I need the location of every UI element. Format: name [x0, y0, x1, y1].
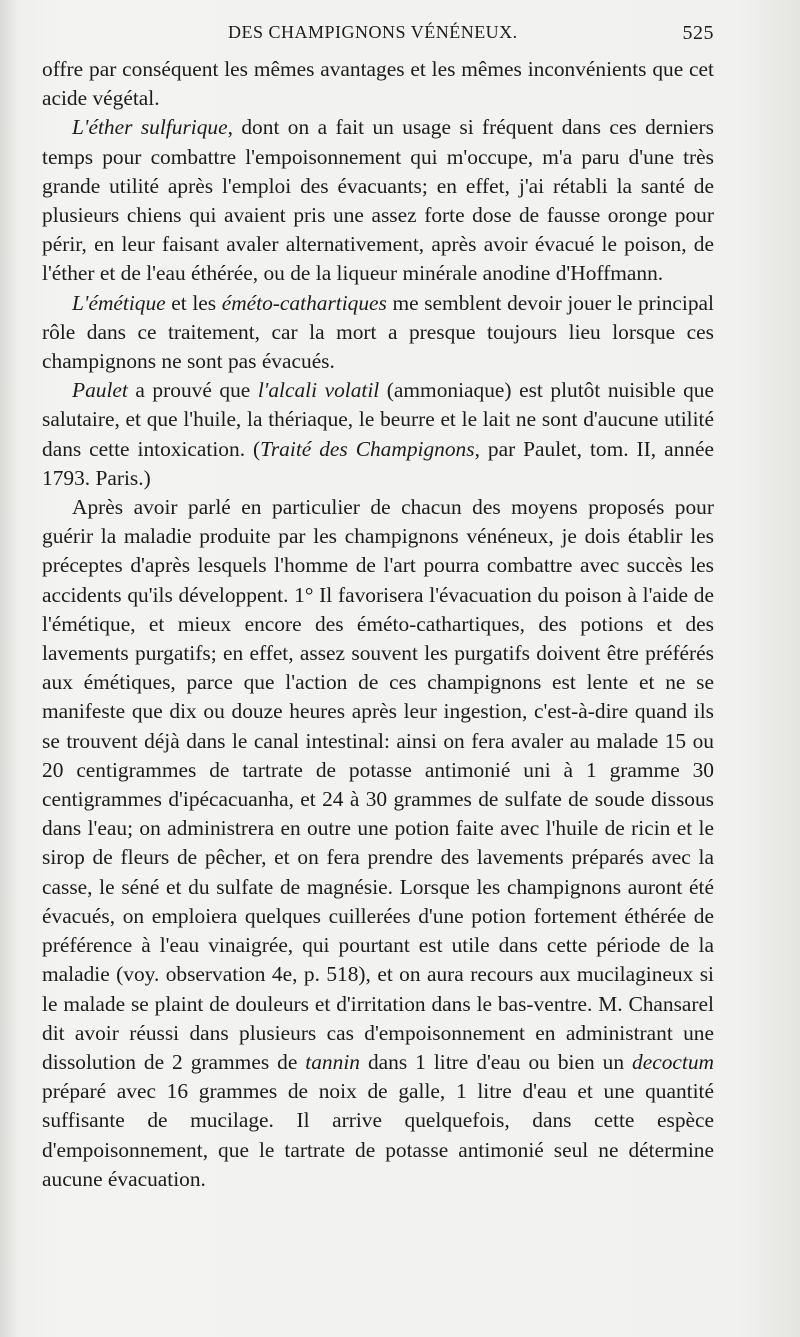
term-tannin: tannin — [305, 1049, 360, 1074]
running-header — [42, 22, 714, 48]
paragraph-4 — [42, 376, 714, 493]
paragraph-3 — [42, 289, 714, 377]
work-title: Traité des Champignons — [260, 436, 475, 461]
paragraph-2-text: , dont on a fait un usage si fréquent dans ces derniers temps pour combattre l'empoisonnement qui m'occupe, m'a paru d'une très grande utilité après l'emploi des évacuants; en effet, j'ai rétabli la santé de plusieurs chiens qui avaient pris une assez forte dose de fausse oronge pour périr, en leur faisant avaler alternativement, après avoir évacué le poison, de l'éther et de l'eau éthérée, ou de la liqueur minérale anodine d'Hoffmann. — [42, 115, 714, 286]
paragraph-5-text-b: dans 1 litre d'eau ou bien un — [359, 1049, 633, 1074]
paragraph-2 — [42, 113, 714, 288]
term-ether-sulfurique: L'éther sulfurique — [72, 115, 228, 140]
page-number: 525 — [682, 22, 714, 44]
paragraph-5-text-a: Après avoir parlé en particulier de chacun des moyens proposés pour guérir la maladie produite par les champignons vénéneux, je dois établir les préceptes d'après lesquels l'homme de l'art pourra combattre avec succès les accidents qu'ils développent. 1° Il favorisera l'évacuation du poison à l'aide de l'émétique, et mieux encore des éméto-cathartiques, des potions et des lavements purgatifs; en effet, assez souvent les purgatifs doivent être préférés aux émétiques, parce que l'action de ces champignons est lente et ne se manifeste que dix ou douze heures après leur ingestion, c'est-à-dire quand ils se trouvent déjà dans le canal intestinal: ainsi on fera avaler au malade 15 ou 20 centigrammes de tartrate de potasse antimonié uni à 1 gramme 30 centigrammes d'ipécacuanha, et 24 à 30 grammes de sulfate de soude dissous dans l'eau; on administrera en outre une potion faite avec l'huile de ricin et le sirop de fleurs de pêcher, et on fera prendre des lavements préparés avec la casse, le séné et du sulfate de magnésie. Lorsque les champignons auront été évacués, on emploiera quelques cuillerées d'une potion fortement éthérée de préférence à l'eau vinaigrée, qui pourtant est utile dans cette période de la maladie (voy. observation 4e, p. 518), et on aura recours aux mucilagineux si le malade se plaint de douleurs et d'irritation dans le bas-ventre. M. Chansarel dit avoir réussi dans plusieurs cas d'empoisonnement en administrant une dissolution de 2 grammes de — [42, 495, 714, 1074]
term-decoctum: decoctum — [632, 1049, 714, 1074]
term-emeto-cathartiques: éméto-cathartiques — [221, 290, 387, 315]
paragraph-5-text-c: préparé avec 16 grammes de noix de galle, 1 litre d'eau et une quantité suffisante de mucilage. Il arrive quelquefois, dans cette espèce d'empoisonnement, que le tartrate de potasse antimonié seul ne détermine aucune évacuation. — [42, 1079, 714, 1191]
running-title: DES CHAMPIGNONS VÉNÉNEUX. — [228, 22, 518, 42]
paragraph-3-connector: et les — [165, 290, 222, 315]
paragraph-1-text: offre par conséquent les mêmes avantages et les mêmes inconvénients que cet acide végétal. — [42, 57, 714, 111]
term-alcali-volatil: l'alcali volatil — [257, 378, 380, 403]
paragraph-3-text: me semblent devoir jouer le principal rôle dans ce traitement, car la mort a presque toujours lieu lorsque ces champignons ne sont pas évacués. — [42, 290, 714, 374]
paragraph-4-text-a: a prouvé que — [127, 378, 258, 403]
paragraph-5 — [42, 493, 714, 1194]
term-emetique: L'émétique — [72, 290, 166, 315]
body-text — [42, 55, 714, 1194]
paragraph-4-text-b: (ammoniaque) est plutôt nuisible que salutaire, et que l'huile, la thériaque, le beurre et le lait ne sont d'aucune utilité dans cette intoxication. ( — [42, 378, 714, 461]
paragraph-1 — [42, 55, 714, 113]
author-paulet: Paulet — [72, 378, 128, 403]
paragraph-4-text-c: , par Paulet, tom. II, année 1793. Paris.) — [42, 436, 714, 490]
